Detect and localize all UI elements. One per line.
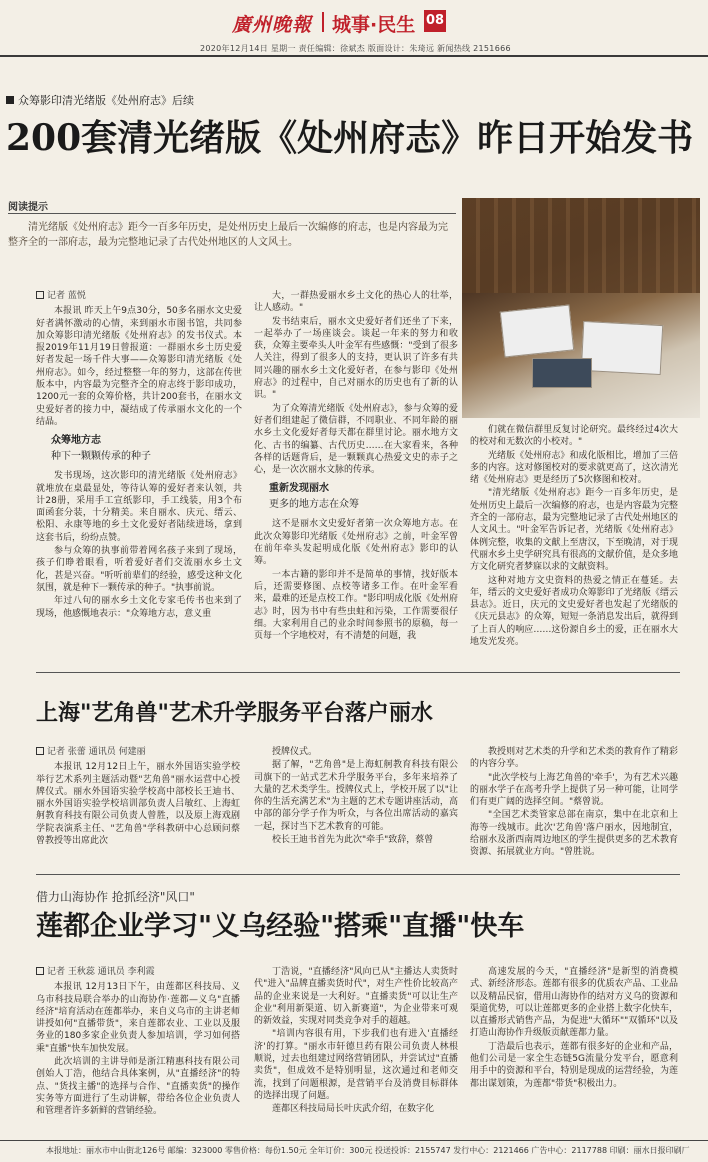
book-shape [500, 304, 574, 357]
story1-headline: 200套清光绪版《处州府志》昨日开始发书 [6, 117, 694, 159]
lead-title: 阅读提示 [8, 202, 48, 213]
lead-text: 清光绪版《处州府志》距今一百多年历史，是处州历史上最后一次编修的府志，也是内容最为完整齐全的一部府志，最为完整地记录了古代处州地区的人文风土。 [8, 222, 448, 248]
book-case-shape [532, 358, 592, 388]
story2-headline: 上海"艺角兽"艺术升学服务平台落户丽水 [36, 700, 433, 726]
subhead: 更多的地方志在众筹 [269, 499, 359, 511]
story1-kicker: 众筹影印清光绪版《处州府志》后续 [6, 92, 194, 108]
bookshelf-shape [462, 198, 700, 293]
footer-info: 本报地址：丽水市中山街北126号 邮编：323000 零售价格：每份1.50元 全年订价：300元 投送投诉：2155747 发行中心：2121466 广告中心：2117788 印刷：丽水日报印刷厂 [46, 1146, 690, 1155]
story2-column-2 [254, 746, 458, 866]
book-shape [581, 321, 664, 375]
paragraph: 本报讯 12月12日上午，丽水外国语实验学校举行艺术系列主题活动暨"艺角兽"丽水运营中心授牌仪式。丽水外国语实验学校高中部校长王迪书、丽水外国语实验学校培训部负责人吕敏红、上海虹舸教育科技有限公司负责人曾胜，以及原上海戏剧学院表演系主任、"艺角兽"学科教研中心总顾问蔡曾教授等出席此次 [36, 762, 240, 847]
story1-column-1 [36, 290, 242, 640]
paragraph: 高速发展的今天，"直播经济"是新型的消费模式、新经济形态。莲都有很多的优质农产品、工业品以及精品民宿，借用山海协作的结对方义乌的资源和渠道优势，可以让莲都更多的企业搭上数字化快车，以直播形式销售产品，为促进"大循环""双循环"以及打造山海协作升级版贡献莲都力量。 [470, 967, 678, 1039]
story3-headline: 莲都企业学习"义乌经验"搭乘"直播"快车 [36, 911, 525, 942]
paragraph: 此次培训的主讲导师是浙江精惠科技有限公司创始人丁浩，他结合具体案例，从"直播经济"的特点、"货找主播"的选择与合作、"直播卖货"的操作实务等方面进行了生动讲解，带给各位企业负责人和管理者许多新鲜的营销经验。 [36, 1057, 240, 1117]
checkbox-square-icon [36, 747, 44, 755]
story1-byline: 记者 蓝悦 [36, 290, 242, 302]
masthead-divider [322, 12, 324, 32]
story-separator [36, 672, 680, 673]
paragraph: "培训内容很有用，下步我们也有进入'直播经济'的打算。"丽水市轩德旦药有限公司负责人林根顺说，过去也组建过网络营销团队，并尝试过"直播卖货"，但成效不是特别明显，这次通过和老师交流，找到了问题根源，是营销平台及消费目标群体的选择出现了问题。 [254, 1029, 458, 1101]
paragraph: 一本古籍的影印并不是简单的事情，找好版本后，还需要修图、点校等诸多工作。在叶金军看来，最难的还是点校工作。"影印明成化版《处州府志》时，因为书中有些虫蛀和污染，工作需要很仔细。大家利用自己的业余时间参照书的原稿，每一页每一个字地校对，有不清楚的问题，我 [254, 569, 458, 642]
paragraph: 发书现场，这次影印的清光绪版《处州府志》就堆放在桌最显处，等待认筹的爱好者来认领，共计28册，采用手工宣纸影印，手工线装，用3个布面函套分装，十分精美。来自丽水、庆元、缙云、松阳、永康等地的乡土文化爱好者陆续进场，拿到这套书后，纷纷点赞。 [36, 471, 242, 543]
story1-lead-box [8, 198, 456, 258]
story2-column-1 [36, 746, 240, 866]
masthead-info: 2020年12月14日 星期一 责任编辑：徐斌杰 版面设计：朱琦远 新闻热线 2151666 [200, 44, 511, 53]
checkbox-square-icon [36, 291, 44, 299]
paragraph: "此次学校与上海艺角兽的'牵手'，为有艺术兴趣的丽水学子在高考升学上提供了另一种可能，让同学们有更广阔的选择空间。"蔡曾说。 [470, 772, 678, 808]
paragraph: 校长王迪书首先为此次"牵手"致辞，蔡曾 [272, 835, 434, 846]
checkbox-square-icon [36, 967, 44, 975]
story-separator [36, 874, 680, 875]
paragraph: 发书结束后，丽水文史爱好者们还坐了下来，一起举办了一场座谈会。谈起一年来的努力和收获，众筹主要牵头人叶金军有些感慨："受到了很多人关注，得到了很多人的支持，更认识了许多有共同兴趣的丽水乡土文化爱好者，在参与影印《处州府志》的过程中，自己对丽水的历史也有了新的认识。" [254, 316, 458, 401]
story3-column-2 [254, 966, 458, 1136]
story1-photo [462, 198, 700, 418]
paragraph: 大，一群热爱丽水乡土文化的热心人的壮举，让人感动。" [254, 291, 458, 314]
paragraph: 授牌仪式。 [272, 747, 318, 757]
paragraph: 教授则对艺术类的升学和艺术类的教育作了精彩的内容分享。 [470, 747, 678, 770]
story3-byline: 记者 王秋蕊 通讯员 李利霞 [36, 966, 240, 978]
story3-column-3 [470, 966, 678, 1136]
square-bullet-icon [6, 96, 14, 104]
story1-column-2 [254, 290, 458, 650]
story3-column-1 [36, 966, 240, 1136]
paragraph: 为了众筹清光绪版《处州府志》，参与众筹的爱好者们组建起了微信群，不同职业、不同年龄的丽水乡土文化爱好者每天都在群里讨论。丽水地方文化、古书的编纂、古代历史……在大家看来，各种各样的话题背后，是一颗颗真心热爱文史的赤子之心，是一次次丽水文脉的传承。 [254, 403, 458, 476]
story3-kicker: 借力山海协作 抢抓经济"风口" [36, 890, 195, 904]
paragraph: 丁浩最后也表示，莲都有很多好的企业和产品，他们公司是一家全生态链5G流量分发平台，愿意利用手中的资源和平台，特别是现成的运营经验，为莲都出谋划策，为莲都"带货"积极出力。 [470, 1041, 678, 1089]
paragraph: 年过八旬的丽水乡土文化专家毛传书也来到了现场，他感慨地表示："众筹地方志，意义重 [36, 596, 242, 619]
page-number: 08 [424, 10, 446, 32]
story1-column-3 [470, 424, 678, 649]
footer-rule [0, 1140, 708, 1141]
subhead: 众筹地方志 [51, 435, 101, 447]
paragraph: 们就在微信群里反复讨论研究。最终经过4次大的校对和无数次的小校对。" [470, 425, 678, 448]
paragraph: 莲都区科技局局长叶庆武介绍，在数字化 [272, 1104, 435, 1115]
newspaper-logo: 廣州晚報 [232, 14, 313, 36]
paragraph: 据了解，"艺角兽"是上海虹舸教育科技有限公司旗下的一站式艺术升学服务平台，多年来培养了大量的艺术类学生。授牌仪式上，学校开展了以"让你的生活充满艺术"为主题的艺术专题讲座活动，高中部的部分学子作为听众，与各位出席活动的嘉宾一起，探讨当下艺术教育的可能。 [254, 760, 458, 832]
subhead: 重新发现丽水 [269, 483, 329, 495]
paragraph: 本报讯 昨天上午9点30分，50多名丽水文史爱好者满怀激动的心情，来到丽水市图书馆，共同参加众筹影印清光绪版《处州府志》的发书仪式。本报2019年11月19日曾报道：一群丽水乡土历史爱好者发起一场千件大事——众筹影印清光绪版《处州府志》。如今，经过整整一年的努力，这部在传世版本中，内容最为完整齐全的府志终于影印成功，1200元一套的众筹价格，共计200套书，在丽水文史爱好者的接力中，凝结成了传承丽水文化的一个结晶。 [36, 306, 242, 427]
paragraph: 这种对地方文史资料的热爱之情正在蔓延。去年，缙云的文史爱好者成功众筹影印了光绪版《缙云县志》。近日，庆元的文史爱好者也发起了光绪版的《庆元县志》的众筹，短短一条消息发出后，就得到了上百人的响应……这份源自乡土的爱，正在丽水大地发光发亮。 [470, 575, 678, 648]
lead-rule [8, 213, 456, 214]
subhead: 种下一颗颗传承的种子 [51, 451, 151, 463]
masthead-rule [0, 55, 708, 57]
paragraph: 参与众筹的执事前带着网名孩子来到了现场，孩子们睁着眼看，听着爱好者们交流丽水乡土文化，甚是兴奋。"听听前辈们的经验，感受这种文化氛围，就是种下一颗传承的种子。"执事前说。 [36, 546, 242, 593]
story2-column-3 [470, 746, 678, 866]
paragraph: 光绪版《处州府志》和成化版相比，增加了三倍多的内容。这对修图校对的要求就更高了，这次清光绪《处州府志》更是经历了5次修图和校对。 [470, 450, 678, 486]
section-title: 城事·民生 [332, 14, 416, 36]
paragraph: 丁浩说，"直播经济"风向已从"主播达人卖货时代"进入"品牌直播卖货时代"，对生产性价比较高产品的企业来说是一大利好。"直播卖货"可以让生产企业"利用新渠道、切入新赛道"，为企业带来可观的新效益，实现对同类竞争对手的超越。 [254, 967, 458, 1027]
story2-byline: 记者 张蕾 通讯员 何建丽 [36, 746, 240, 758]
masthead [0, 0, 708, 53]
paragraph: 这不是丽水文史爱好者第一次众筹地方志。在此次众筹影印光绪版《处州府志》之前，叶金军曾在前年牵头发起明成化版《处州府志》影印的认筹。 [254, 519, 458, 567]
paragraph: 本报讯 12月13日下午，由莲都区科技局、义乌市科技局联合举办的山海协作·莲都—义乌"直播经济"培育活动在莲都举办，来自义乌市的主讲老师讲授如何"直播带货"，来自莲都农业、工业以及服务业的180多家企业负责人参加培训，学习如何搭乘"直播"快车加快发展。 [36, 982, 240, 1054]
paragraph: "清光绪版《处州府志》距今一百多年历史，是处州历史上最后一次编修的府志，也是内容最为完整齐全的一部府志，最为完整地记录了古代处州地区的人文风土。"叶金军告诉记者，光绪版《处州府志》体例完整，收集的文献上至唐汉，下至晚清，对于现代丽水乡土史学研究具有很高的文献价值，是众多地方文化研究者梦寐以求的文献资料。 [470, 488, 678, 573]
paragraph: "全国艺术类管家总部在南京，集中在北京和上海等一线城市。此次'艺角兽'落户丽水，因地制宜，给丽水及浙西南周边地区的学生提供更多的艺术教育资源、拓展就业方向。"曾胜说。 [470, 810, 678, 858]
